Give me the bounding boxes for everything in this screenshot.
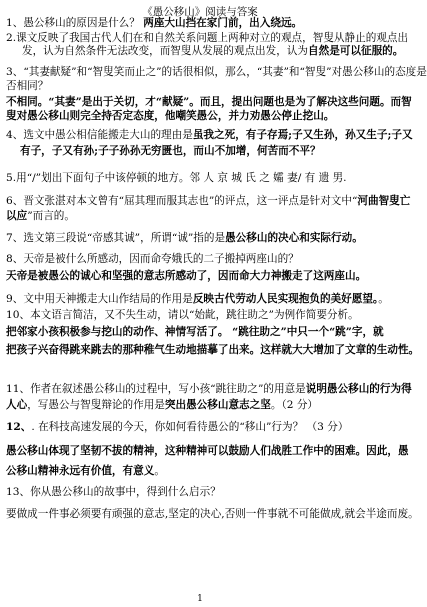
answer-text: 人心: [6, 399, 28, 411]
question-text: 10、本文语言简洁，又不失生动，请以“始龀，跳往助之”为例作简要分析。: [6, 309, 359, 321]
answer-text: 叟对愚公移山则完全持否定态度，他嘲笑愚公，并力劝愚公停止挖山。: [6, 110, 335, 122]
answer-text: 河曲智叟亡: [357, 195, 411, 207]
text-line: [6, 17, 394, 30]
text-line: [6, 421, 394, 434]
question-text: . 在科技高速发展的今天，你如何看待愚公的“移山”行为？ （3 分）: [31, 421, 349, 433]
text-line: [6, 172, 394, 185]
text-line: [6, 195, 411, 208]
answer-text: 自然是可以征服的。: [308, 45, 404, 57]
text-line: [6, 465, 394, 478]
answer-text: 天帝是被愚公的诚心和坚强的意志所感动了，因而命大力神搬走了这两座山。: [6, 270, 367, 282]
question-text: 7、选文第三段说“帝感其诚”，所谓“诚”指的是: [6, 232, 226, 244]
text-line: [6, 293, 394, 306]
text-line: [6, 508, 419, 521]
answer-text: 把孩子兴奋得跳来跳去的那种稚气生动地描摹了出来。这样就大大增加了文章的生动性。: [6, 344, 420, 356]
question-text: 5.用“/”划出下面句子中该停顿的地方。邻 人 京 城 氏 之 孀 妻/ 有 遗 男.: [6, 172, 347, 184]
question-text: 6、晋文张湛对本文曾有“屈其理而服其志也”的评点，这一评点是针对文中“: [6, 195, 358, 207]
answer-text: 有子，子又有孙;子子孙孙无穷匮也，而山不加增，何苦而不平？: [20, 145, 321, 157]
answer-text: 愚公移山的决心和实际行动。: [225, 232, 363, 244]
answer-text: 把邻家小孩积极参与挖山的动作、神情写活了。 “跳往助之”中只一个“跳”字，就: [6, 326, 384, 338]
text-line: [6, 309, 394, 322]
text-line: [6, 145, 394, 158]
question-text: 13、你从愚公移山的故事中，得到什么启示？: [6, 486, 221, 498]
question-text: 8、天帝是被什么所感动，因而命夸娥氏的二子搬掉两座山的？: [6, 253, 299, 265]
answer-text: 反映古代劳动人民实现抱负的美好愿望。: [192, 293, 379, 305]
text-line: [6, 66, 427, 79]
text-line: [6, 270, 394, 283]
page-number: 1: [197, 594, 203, 604]
question-text: ，写愚公与智叟辩论的作用是: [27, 399, 165, 411]
text-line: [6, 344, 420, 357]
text-line: [6, 210, 394, 223]
question-text: 2.课文反映了我国古代人们在和自然关系问题上两种对立的观点，智叟从静止的观点出: [6, 32, 409, 44]
question-text: 3、“其妻献疑”和“智叟笑而止之”的话很相似，那么，“其妻”和“智叟”对愚公移山的态度是: [6, 66, 427, 78]
question-text: 否相同？: [6, 80, 49, 92]
document-title: 《愚公移山》阅读与答案: [142, 6, 258, 18]
answer-text: 说明愚公移山的行为得: [305, 383, 412, 395]
text-line: [6, 253, 394, 266]
text-line: [6, 110, 394, 123]
answer-text: 12、: [6, 421, 32, 433]
text-line: [6, 80, 394, 93]
text-line: [6, 232, 394, 245]
answer-text: 公移山精神永远有价值，有意义: [6, 465, 155, 477]
question-text: 。: [378, 293, 389, 305]
question-text: 。: [154, 465, 165, 477]
answer-text: 不相同。“其妻”是出于关切，才“献疑”。而且，提出问题也是为了解决这些问题。而智: [6, 96, 412, 108]
question-text: 11、作者在叙述愚公移山的过程中，写小孩“跳往助之”的用意是: [6, 383, 306, 395]
answer-text: 愚公移山体现了坚韧不拔的精神，这种精神可以鼓励人们战胜工作中的困难。因此，愚: [6, 445, 409, 457]
text-line: [6, 96, 412, 109]
question-text: 9、文中用天神搬走大山作结局的作用是: [6, 293, 193, 305]
text-line: [6, 383, 412, 396]
text-line: [6, 45, 404, 58]
text-line: [6, 32, 409, 45]
question-text: 4、选文中愚公相信能搬走大山的理由是: [6, 129, 193, 141]
text-line: [6, 129, 413, 142]
answer-text: 以应: [6, 210, 28, 222]
text-line: [6, 326, 394, 339]
question-text: 发，认为自然条件无法改变，而智叟从发展的观点出发，认为: [22, 45, 309, 57]
text-line: [6, 445, 409, 458]
text-line: [6, 399, 394, 412]
answer-text: 虽我之死，有子存焉;子又生孙，孙又生子;子又: [192, 129, 413, 141]
question-text: ”而言的。: [27, 210, 75, 222]
answer-text: 两座大山挡在家门前，出入绕远。: [143, 17, 303, 29]
question-text: 1、愚公移山的原因是什么？: [6, 17, 144, 29]
answer-text: 突出愚公移山意志之坚: [164, 399, 271, 411]
question-text: 要做成一件事必须要有顽强的意志,坚定的决心,否则一件事就不可能做成,就会半途而废。: [6, 508, 419, 520]
text-line: [6, 486, 394, 499]
question-text: 。（2 分）: [270, 399, 319, 411]
